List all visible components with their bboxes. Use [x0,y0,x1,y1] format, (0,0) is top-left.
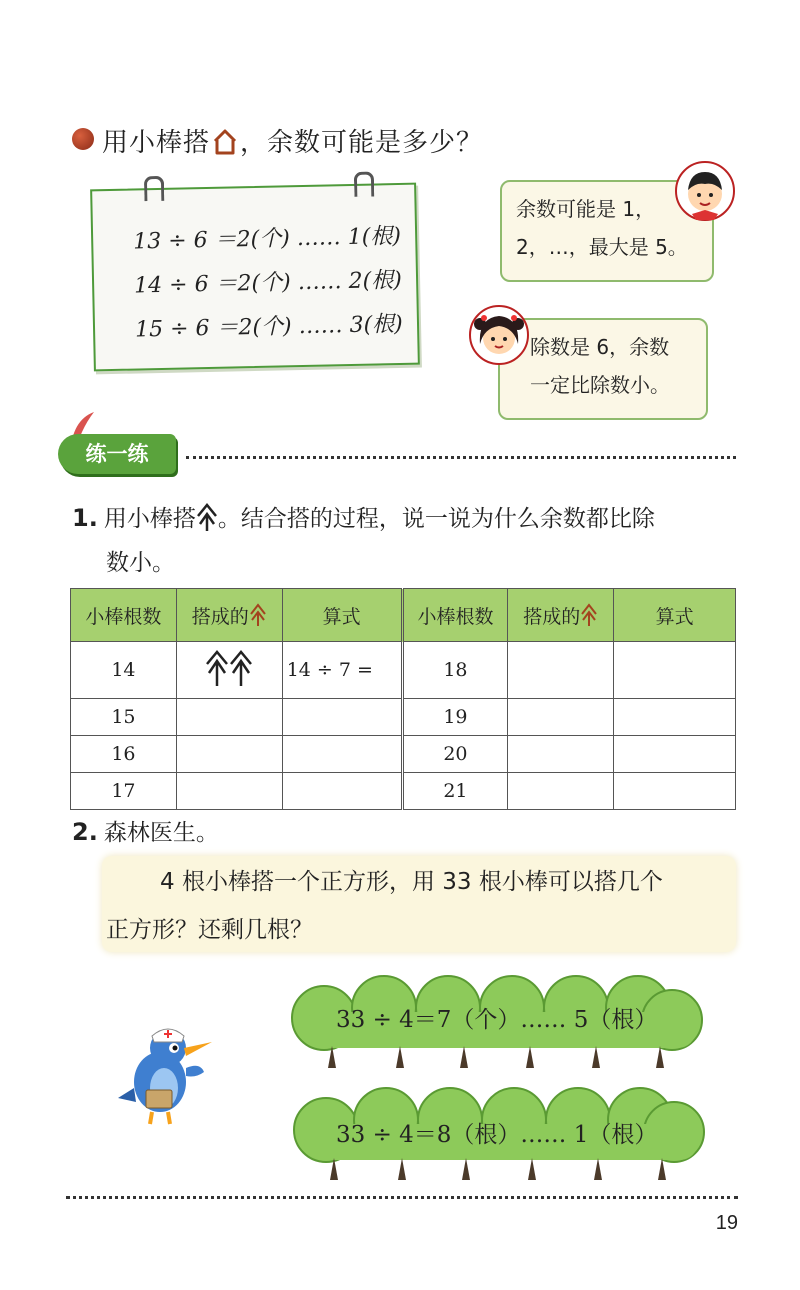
page-number: 19 [715,1212,738,1234]
binder-ring [354,171,375,196]
table-row: 17 21 [71,773,736,810]
header-stick-count: 小棒根数 [71,589,177,642]
answer-cell[interactable] [176,736,282,773]
answer-cell[interactable] [282,699,402,736]
stick-tree-icon [580,603,598,627]
red-dot-bullet [72,128,94,150]
answer-cell[interactable] [176,773,282,810]
answer-cell[interactable] [176,699,282,736]
two-stick-trees [176,642,282,699]
bottom-divider [66,1196,738,1199]
table-row: 15 19 [71,699,736,736]
answer-cell[interactable] [508,642,614,699]
header-built: 搭成的 [176,589,282,642]
answer-cell[interactable] [614,773,736,810]
formula-cell[interactable]: 14 ÷ 7 = [282,642,402,699]
girl-avatar [468,304,530,366]
practice-label: 练一练 [58,434,176,474]
boy-avatar [674,160,736,222]
problem-2-title: 2. 森林医生。 [72,818,219,846]
header-stick-count: 小棒根数 [402,589,508,642]
problem-2-box: 4 根小棒搭一个正方形，用 33 根小棒可以搭几个 正方形？还剩几根？ [102,856,736,952]
table-row: 14 14 ÷ 7 = 18 [71,642,736,699]
answer-cell[interactable] [614,699,736,736]
stick-tree-icon [249,603,267,627]
note-line-2: 14 ÷ 6 ＝2(个) …… 2(根) [133,267,403,299]
header-formula: 算式 [614,589,736,642]
answer-cell[interactable] [614,642,736,699]
note-line-1: 13 ÷ 6 ＝2(个) …… 1(根) [132,223,402,255]
calculation-note-card [90,183,420,372]
answer-cell[interactable] [508,773,614,810]
stick-table [70,588,736,810]
tree-equation-2: 33 ÷ 4＝8（根）…… 1（根） [336,1122,658,1148]
boy-speech-bubble: 余数可能是 1， 2，…，最大是 5。 [500,180,714,282]
tree-equation-1: 33 ÷ 4＝7（个）…… 5（根） [336,1007,658,1033]
note-line-3: 15 ÷ 6 ＝2(个) …… 3(根) [134,311,404,343]
stick-tree-icon [196,502,218,532]
girl-speech-bubble: 除数是 6，余数 一定比除数小。 [498,318,708,420]
stick-house-icon [212,129,238,155]
question-text: 用小棒搭 ，余数可能是多少？ [102,128,484,158]
answer-cell[interactable] [508,736,614,773]
section-divider [186,456,736,459]
answer-cell[interactable] [282,736,402,773]
header-built: 搭成的 [508,589,614,642]
woodpecker-doctor-icon [112,1018,224,1130]
answer-cell[interactable] [508,699,614,736]
stick-trees-drawing [203,648,255,688]
table-row: 16 20 [71,736,736,773]
answer-cell[interactable] [614,736,736,773]
problem-1: 1. 用小棒搭 。结合搭的过程，说一说为什么余数都比除 数小。 [72,504,655,576]
table-header-row [71,589,736,642]
header-formula: 算式 [282,589,402,642]
answer-cell[interactable] [282,773,402,810]
binder-ring [144,176,165,201]
